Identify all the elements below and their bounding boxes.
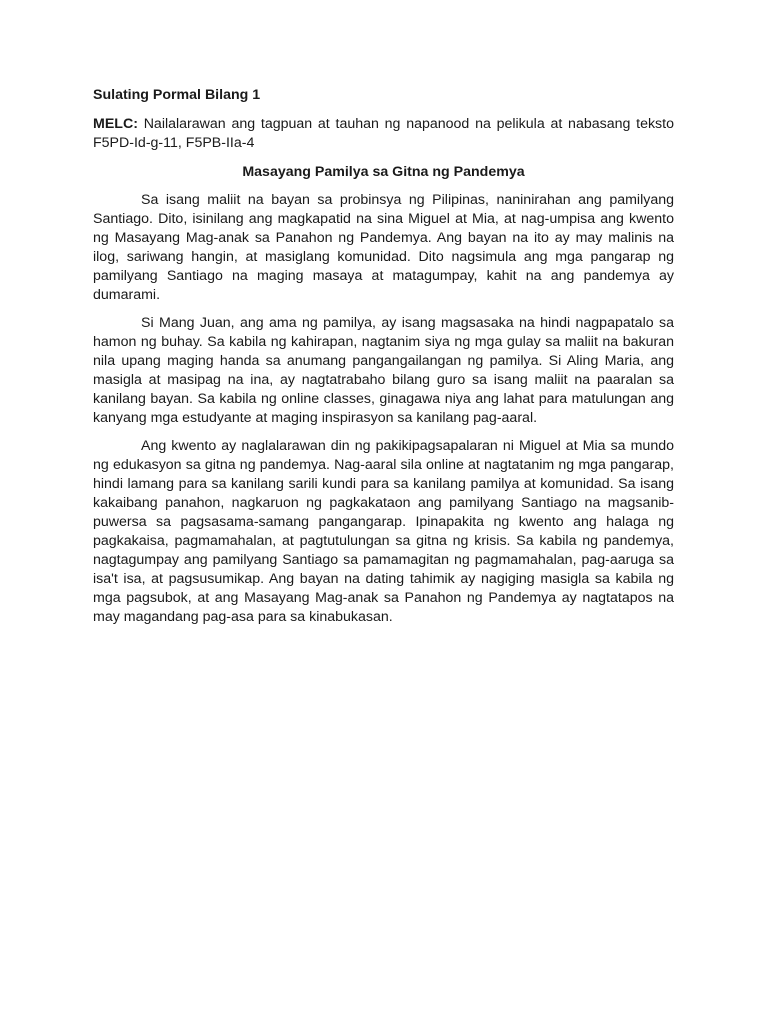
document-page	[93, 86, 674, 636]
melc-text: Nailalarawan ang tagpuan at tauhan ng napanood na pelikula at nabasang teksto F5PD-Id-g-11, F5PB-IIa-4	[93, 116, 674, 151]
melc-label: MELC:	[93, 116, 138, 132]
document-heading: Sulating Pormal Bilang 1	[93, 87, 261, 103]
essay-paragraph-3: Ang kwento ay naglalarawan din ng pakikipagsapalaran ni Miguel at Mia sa mundo ng edukasyon sa gitna ng pandemya. Nag-aaral sila online at nagtatanim ng mga pangarap, hindi lamang para sa kanilang sarili kundi para sa kanilang pamilya at komunidad. Sa isang kakaibang panahon, nagkaruon ng pagkakataon ang pamilyang Santiago na magsanib-puwersa sa pagsasama-samang pangangarap. Ipinapakita ng kwento ang halaga ng pagkakaisa, pagmamahalan, at pagtutulungan sa gitna ng krisis. Sa kabila ng pandemya, nagtagumpay ang pamilyang Santiago sa pamamagitan ng pagmamahalan, pag-aaruga sa isa't isa, at pagsusumikap. Ang bayan na dating tahimik ay nagiging masigla sa kabila ng mga pagsubok, at ang Masayang Mag-anak sa Panahon ng Pandemya ay nagtatapos na may magandang pag-asa para sa kinabukasan.	[93, 438, 674, 625]
essay-paragraph-2: Si Mang Juan, ang ama ng pamilya, ay isang magsasaka na hindi nagpapatalo sa hamon ng buhay. Sa kabila ng kahirapan, nagtanim siya ng mga gulay sa maliit na bakuran nila upang maging handa sa anumang pangangailangan ng pamilya. Si Aling Maria, ang masigla at masipag na ina, ay nagtatrabaho bilang guro sa isang maliit na paaralan sa kanilang bayan. Sa kabila ng online classes, ginagawa niya ang lahat para matulungan ang kanyang mga estudyante at maging inspirasyon sa kanilang pag-aaral.	[93, 315, 674, 426]
essay-paragraph-1: Sa isang maliit na bayan sa probinsya ng Pilipinas, naninirahan ang pamilyang Santiago. Dito, isinilang ang magkapatid na sina Miguel at Mia, at nag-umpisa ang kwento ng Masayang Mag-anak sa Panahon ng Pandemya. Ang bayan na ito ay may malinis na ilog, sariwang hangin, at masiglang komunidad. Dito nagsimula ang mga pangarap ng pamilyang Santiago na maging masaya at matagumpay, kahit na ang pandemya ay dumarami.	[93, 192, 674, 303]
melc-line	[93, 115, 674, 153]
essay-title: Masayang Pamilya sa Gitna ng Pandemya	[242, 164, 525, 180]
